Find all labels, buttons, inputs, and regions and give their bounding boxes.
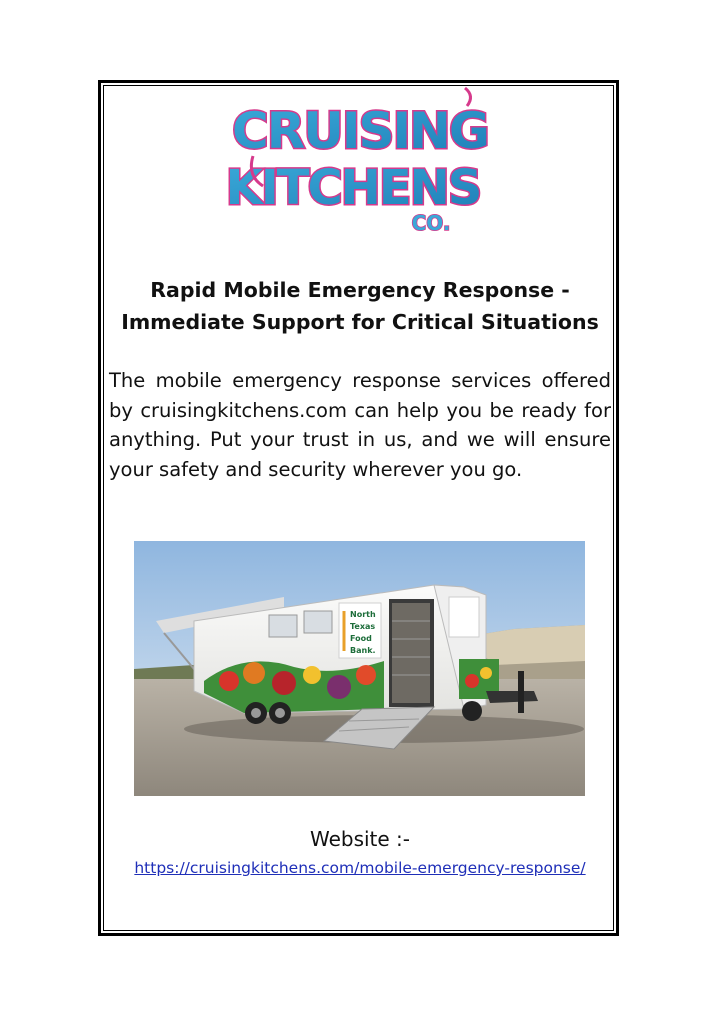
trailer-brand-3: Food <box>350 634 372 643</box>
trailer-photo <box>134 541 585 796</box>
title-line-2: Immediate Support for Critical Situations <box>121 310 599 334</box>
logo-line-3: CO. <box>411 211 451 235</box>
trailer-brand-1: North <box>350 610 376 619</box>
page-title <box>110 274 610 338</box>
title-line-1: Rapid Mobile Emergency Response - <box>150 278 570 302</box>
logo-line-2: KITCHENS <box>225 160 481 216</box>
website-label: Website :- <box>309 827 411 851</box>
trailer-brand-4: Bank. <box>350 646 376 655</box>
trailer-brand-2: Texas <box>350 622 376 631</box>
description-paragraph: The mobile emergency response services offered by cruisingkitchens.com can help you be ready for anything. Put your trust in us, and we will ensure your safety and security wherever you go. <box>109 369 611 481</box>
logo-line-1: CRUISING <box>232 102 488 160</box>
cruising-kitchens-logo <box>225 86 488 242</box>
website-link[interactable]: https://cruisingkitchens.com/mobile-emergency-response/ <box>134 859 586 877</box>
